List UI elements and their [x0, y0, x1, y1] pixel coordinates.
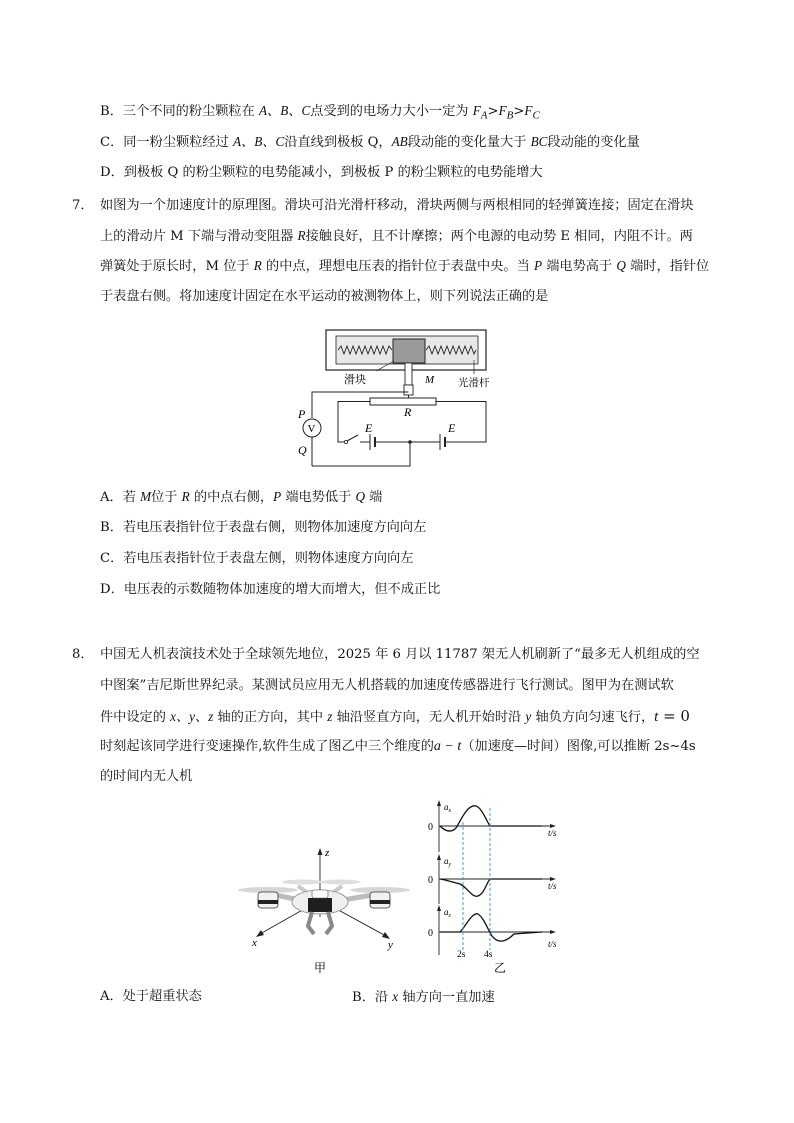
q6-b-gt2: >	[513, 104, 525, 119]
q6-c-bc: BC	[530, 134, 548, 149]
wire-right	[436, 402, 486, 443]
q7-line3-r: R	[253, 258, 262, 273]
ay-vertical-arrow	[437, 854, 441, 860]
q6-c-text1: C．同一粉尘颗粒经过	[100, 135, 233, 150]
q8-line4-at: a − t	[433, 739, 462, 754]
q6-c-text4: 段动能的变化量	[547, 135, 640, 150]
landing-leg-right	[326, 912, 332, 934]
z-arrow	[318, 848, 323, 855]
q8-line4-a: 时刻起该同学进行变速操作,软件生成了图乙中三个维度的	[100, 739, 434, 754]
q7-option-c: C．若电压表指针位于表盘左侧，则物体速度方向向左	[100, 551, 414, 566]
q8-b-x: x	[392, 989, 399, 1004]
q8-line4-b: （加速度—时间）图像,可以推断 2s~4s	[461, 739, 696, 754]
ay-label-a: a	[444, 856, 449, 866]
acceleration-time-graphs	[422, 800, 572, 978]
q6-option-b	[100, 102, 540, 125]
drone-top	[312, 890, 328, 898]
ax-label-a: a	[444, 802, 449, 812]
q8-option-a: A．处于超重状态	[100, 989, 202, 1004]
switch-blade	[347, 435, 358, 441]
ay-curve	[440, 879, 542, 896]
ax-label-sub: x	[448, 808, 452, 814]
az-time-arrow	[550, 930, 556, 934]
q6-b-fc: F	[524, 103, 533, 118]
q7-a-text4: 端电势低于	[281, 490, 356, 505]
tick-4s: 4s	[484, 950, 493, 960]
q7-a-text3: 的中点右侧，	[189, 490, 274, 505]
q7-option-a	[100, 488, 382, 507]
q6-b-gt1: >	[487, 104, 499, 119]
ax-t-label: t/s	[548, 828, 557, 838]
q8-line3-a: 件中设定的	[100, 710, 171, 725]
q7-line2-a: 上的滑动片 M 下端与滑动变阻器	[100, 229, 298, 244]
label-y: y	[388, 939, 393, 951]
q8-line3-t: t	[654, 709, 659, 725]
label-m: M	[425, 374, 435, 386]
q8-option-b	[352, 988, 495, 1007]
q6-b-sub-b: B	[506, 109, 514, 122]
az-curve	[440, 914, 542, 941]
q7-line3-q: Q	[616, 258, 626, 273]
q6-b-text: B．三个不同的粉尘颗粒在	[100, 104, 259, 119]
q6-b-fb: F	[498, 103, 507, 118]
az-label	[444, 907, 452, 919]
ay-label-sub: y	[448, 862, 452, 868]
caption-yi: 乙	[494, 961, 507, 975]
q8-b-text1: B．沿	[352, 990, 393, 1005]
q8-line3-y: y	[525, 709, 532, 724]
q6-option-c	[100, 133, 640, 152]
ay-label	[444, 856, 452, 868]
motor-left-band	[258, 900, 278, 904]
caption-jia: 甲	[314, 961, 327, 975]
az-label-sub: z	[448, 913, 451, 919]
az-zero: 0	[428, 928, 433, 939]
q6-c-ab: AB	[391, 134, 408, 149]
label-q: Q	[298, 443, 307, 457]
accelerometer-circuit-figure	[290, 326, 500, 471]
az-label-a: a	[444, 907, 449, 917]
q7-a-r: R	[181, 489, 190, 504]
label-z: z	[325, 847, 330, 859]
label-e1: E	[365, 421, 373, 435]
q7-line1: 如图为一个加速度计的原理图。滑块可沿光滑杆移动，滑块两侧与两根相同的轻弹簧连接；固定在滑块	[100, 198, 694, 213]
tick-2s: 2s	[457, 950, 466, 960]
az-vertical-arrow	[437, 905, 441, 911]
label-slider: 滑块	[344, 374, 366, 386]
q7-a-m: M	[140, 489, 152, 504]
q8-line2: 中图案”吉尼斯世界纪录。某测试员应用无人机搭载的加速度传感器进行飞行测试。图甲为在测试软	[100, 678, 674, 693]
q8-number: 8．	[72, 647, 94, 662]
label-r: R	[404, 405, 412, 419]
slider-block	[393, 339, 425, 363]
q6-b-sub-c: C	[532, 109, 540, 122]
drone-axes-figure	[230, 842, 420, 977]
q7-a-text2: 位于	[151, 490, 182, 505]
q7-line2-b: 接触良好，且不计摩擦；两个电源的电动势 E 相同，内阻不计。两	[305, 229, 693, 244]
rheostat-r	[370, 398, 436, 405]
q6-b-fa: F	[472, 103, 481, 118]
q8-line3-z: z	[327, 709, 333, 724]
q8-line3-eq: = 0	[658, 707, 690, 725]
ay-t-label: t/s	[548, 881, 557, 891]
q8-line1: 中国无人机表演技术处于全球领先地位，2025 年 6 月以 11787 架无人机刷新了“最多无人机组成的空	[100, 647, 700, 662]
q6-b-text2: 点受到的电场力大小一定为	[310, 104, 473, 119]
q8-line3-c: 轴沿竖直方向，无人机开始时沿	[332, 710, 526, 725]
label-rod: 光滑杆	[458, 378, 490, 389]
drone-center	[308, 898, 332, 912]
q6-c-text2: 沿直线到极板 Q，	[284, 135, 392, 150]
q8-line3-xyz: x、y、z	[170, 709, 214, 724]
ax-zero: 0	[428, 822, 433, 833]
label-x: x	[252, 937, 257, 949]
az-t-label: t/s	[548, 939, 557, 949]
wire-bottom	[312, 442, 410, 466]
motor-right-band	[370, 900, 390, 904]
ax-vertical-arrow	[437, 800, 441, 806]
q7-line3-a: 弹簧处于原长时，M 位于	[100, 259, 254, 274]
q7-option-d: D．电压表的示数随物体加速度的增大而增大，但不成正比	[100, 582, 441, 597]
q7-line4: 于表盘右侧。将加速度计固定在水平运动的被测物体上，则下列说法正确的是	[100, 289, 549, 304]
x-arrow	[256, 930, 264, 937]
label-e2: E	[448, 421, 456, 435]
q8-line3	[100, 707, 690, 727]
q6-b-points: A、B、C	[258, 103, 311, 118]
contact-m	[404, 385, 413, 395]
q7-line2-r: R	[297, 228, 306, 243]
ax-label	[444, 802, 452, 814]
q7-option-b: B．若电压表指针位于表盘右侧，则物体加速度方向向左	[100, 520, 427, 535]
q7-a-q: Q	[355, 489, 365, 504]
q8-line4	[100, 738, 696, 756]
slider-stem	[405, 363, 412, 385]
voltmeter-label: V	[307, 423, 316, 435]
propeller-right-back	[320, 880, 360, 885]
q6-c-text3: 段动能的变化量大于	[407, 135, 531, 150]
q7-line3	[100, 257, 709, 276]
ay-zero: 0	[428, 875, 433, 886]
landing-leg-left	[308, 912, 314, 934]
q7-line3-p: P	[533, 258, 543, 273]
q7-line3-d: 端时，指针位	[625, 259, 710, 274]
ax-curve	[440, 806, 542, 831]
q8-b-text2: 轴方向一直加速	[398, 990, 495, 1005]
q7-a-p: P	[273, 489, 282, 504]
q7-line3-b: 的中点，理想电压表的指针位于表盘中央。当	[261, 259, 534, 274]
q6-c-points: A、B、C	[232, 134, 285, 149]
q7-number: 7．	[72, 198, 94, 213]
q7-line3-c: 端电势高于	[542, 259, 617, 274]
q8-line3-b: 轴的正方向，其中	[213, 710, 328, 725]
y-arrow	[382, 932, 390, 939]
q7-a-text5: 端	[364, 490, 383, 505]
q7-line2	[100, 227, 693, 246]
q8-line5: 的时间内无人机	[100, 769, 193, 784]
q7-a-text1: A．若	[100, 490, 141, 505]
label-p: P	[298, 407, 306, 421]
q6-option-d: D．到极板 Q 的粉尘颗粒的电势能减小，到极板 P 的粉尘颗粒的电势能增大	[100, 165, 543, 180]
q8-line3-d: 轴负方向匀速飞行，	[531, 710, 655, 725]
propeller-left-back	[282, 880, 322, 885]
q6-b-sub-a: A	[480, 109, 488, 122]
